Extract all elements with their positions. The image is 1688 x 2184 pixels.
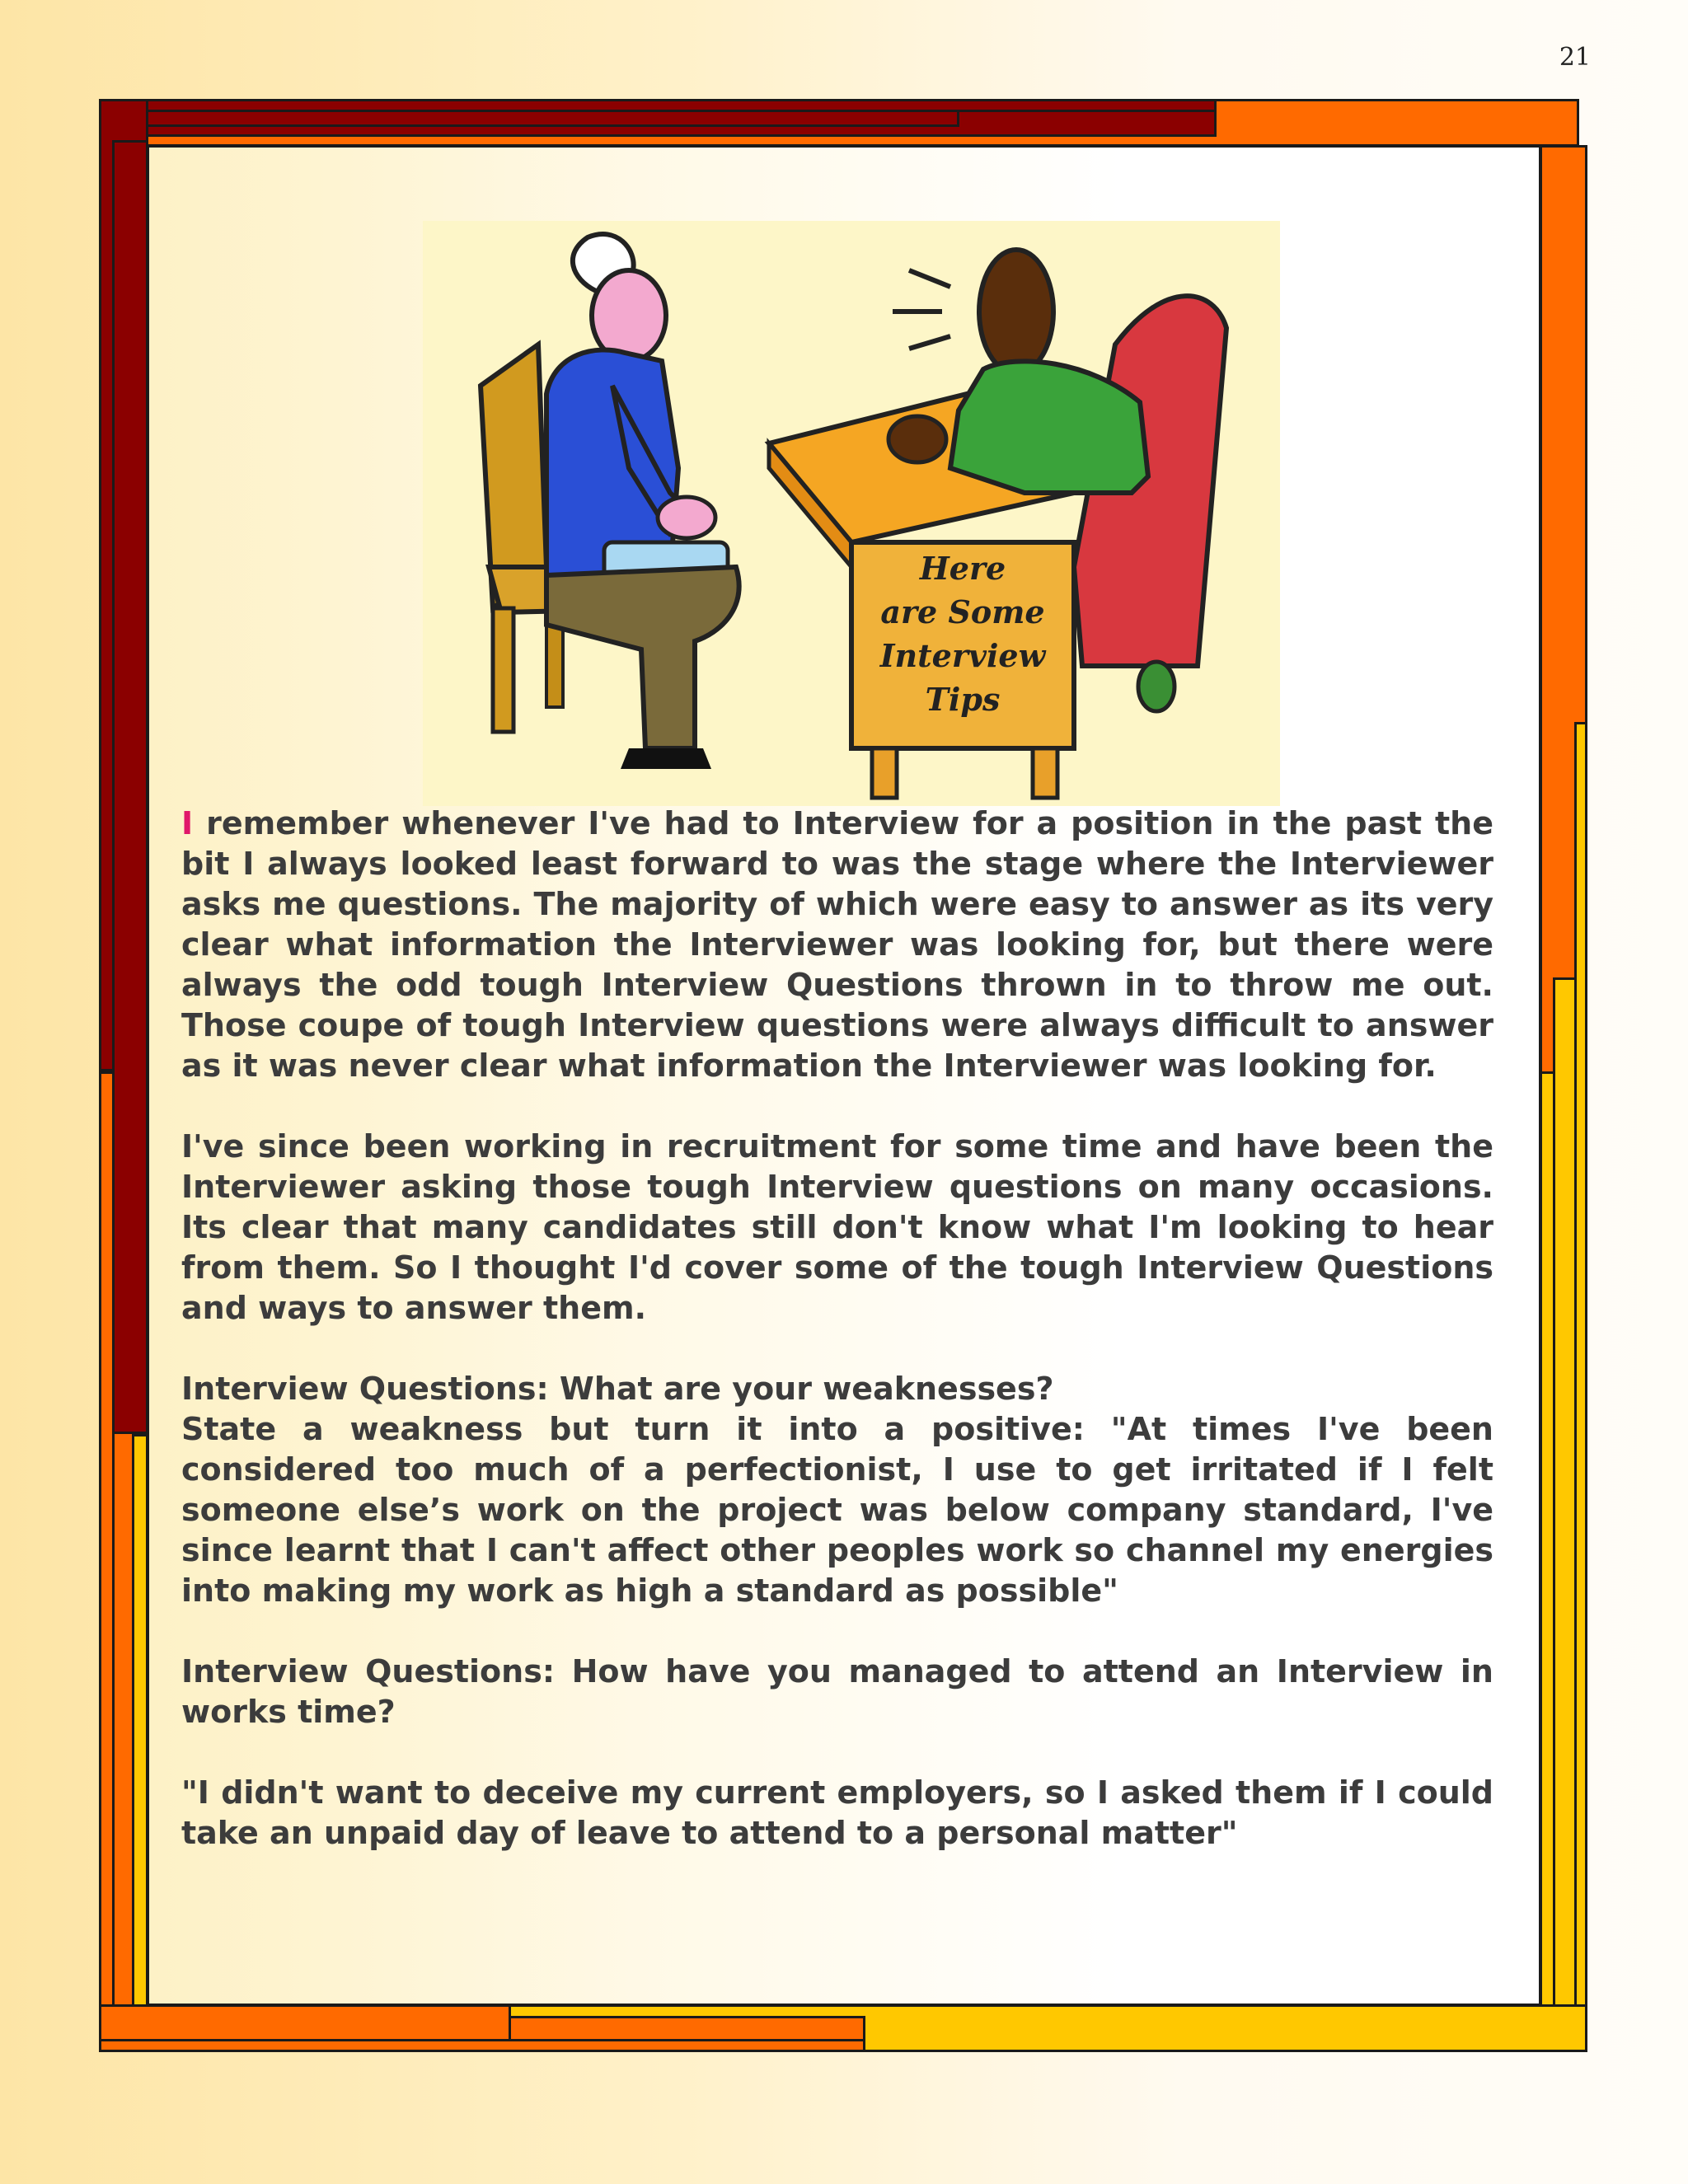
interview-illustration — [423, 221, 1280, 806]
intro-text: remember whenever I've had to Interview for a position in the past the bit I always looked least forward to was the stage where the Interviewer asks me questions. The majority of which were easy to answer as its very clear what information the Interviewer was looking for, but there were always the odd tough Interview Questions thrown in to throw me out. Those coupe of tough Interview questions were always difficult to answer as it was never clear what information the Interviewer was looking for. — [181, 805, 1493, 1084]
recruitment-paragraph: I've since been working in recruitment for some time and have been the Interviewer asking those tough Interview questions on many occasions. Its clear that many candidates still don't know what I'm looking to hear from them. So I thought I'd cover some of the tough Interview Questions and ways to answer them. — [181, 1128, 1493, 1326]
page-number: 21 — [1559, 43, 1591, 72]
frame-left-darkred-2 — [112, 140, 148, 1434]
question-1-heading: Interview Questions: What are your weaknesses? — [181, 1371, 1054, 1407]
frame-top-darkred-3 — [99, 99, 1217, 112]
question-1-answer: State a weakness but turn it into a positive: "At times I've been considered too much of a perfectionist, I use to get irritated if I felt someone else’s work on the project was below company standard, I've since learnt that I can't affect other peoples work so channel my energies into making my work as high a standard as possible" — [181, 1411, 1493, 1609]
article-body — [181, 804, 1493, 1894]
desk-sign-line-4: Tips — [925, 681, 1001, 718]
frame-bottom-orange-3 — [99, 2039, 865, 2052]
desk-sign-line-2: are Some — [880, 593, 1045, 630]
right-chair — [1074, 296, 1226, 711]
frame-right-yellow-3 — [1574, 722, 1587, 2052]
intro-paragraph — [181, 804, 1493, 1086]
frame-left-yellow — [132, 1434, 148, 2052]
interviewee-figure — [546, 234, 739, 769]
question-2-answer: "I didn't want to deceive my current employers, so I asked them if I could take an unpaid day of leave to attend to a personal matter" — [181, 1774, 1493, 1851]
intro-initial: I — [181, 805, 194, 841]
desk-sign-line-1: Here — [919, 550, 1006, 587]
desk-sign-line-3: Interview — [879, 637, 1046, 674]
question-2-heading: Interview Questions: How have you managed to attend an Interview in works time? — [181, 1653, 1493, 1730]
